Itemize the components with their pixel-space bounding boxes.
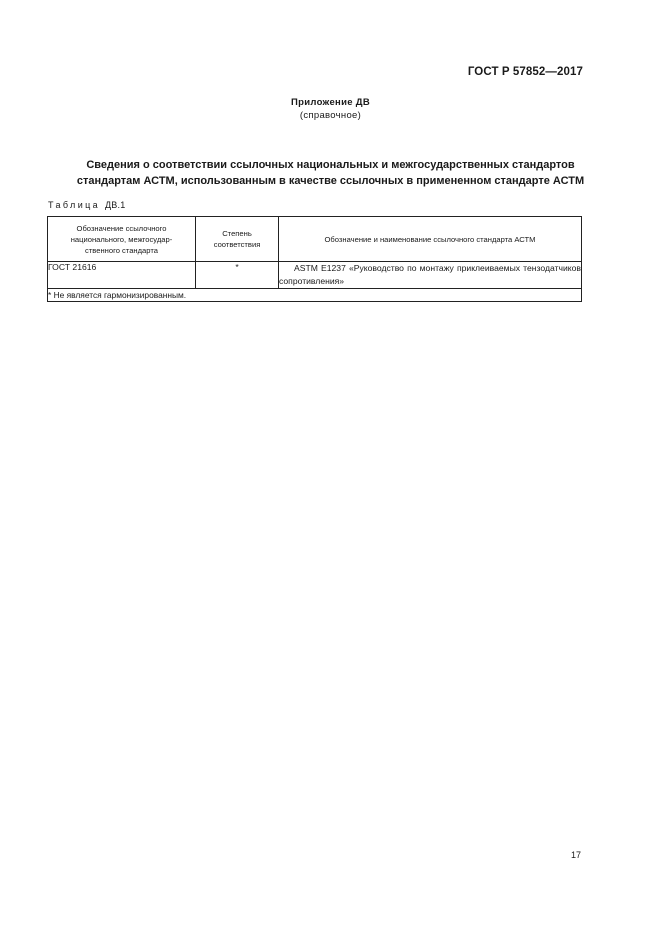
table-caption-number: ДВ.1 [105, 200, 126, 210]
header-astm-text: Обозначение и наименование ссылочного стандарта АСТМ [324, 234, 536, 244]
appendix-subtitle: (справочное) [299, 110, 362, 121]
appendix-title: Приложение ДВ [291, 97, 370, 108]
table-header-row [48, 217, 582, 262]
page-number: 17 [570, 850, 581, 860]
appendix-heading [0, 96, 661, 122]
header-degree [196, 217, 279, 262]
section-title-line-2: стандартам АСТМ, использованным в качестве ссылочных в примененном стандарте АСТМ [76, 175, 585, 187]
document-code: ГОСТ Р 57852—2017 [467, 66, 583, 78]
cell-astm [279, 262, 582, 289]
table-row [48, 262, 582, 289]
header-astm [279, 217, 582, 262]
section-title-line-1: Сведения о соответствии ссылочных национальных и межгосударственных стандартов [86, 159, 575, 171]
cell-astm-text: ASTM E1237 «Руководство по монтажу приклеиваемых тензодатчиков сопротивления» [279, 263, 581, 286]
header-designation [48, 217, 196, 262]
table-caption [48, 200, 125, 210]
header-designation-text: Обозначение ссылочного национального, межгосудар-ственного стандарта [70, 223, 173, 255]
section-title [30, 157, 631, 189]
reference-standards-table [47, 216, 582, 302]
cell-degree: * [196, 262, 279, 289]
header-degree-text: Степень соответствия [213, 229, 261, 249]
cell-designation: ГОСТ 21616 [48, 262, 196, 289]
table-caption-word: Таблица [48, 200, 101, 210]
table-footnote: * Не является гармонизированным. [48, 289, 582, 302]
table-footnote-row [48, 289, 582, 302]
